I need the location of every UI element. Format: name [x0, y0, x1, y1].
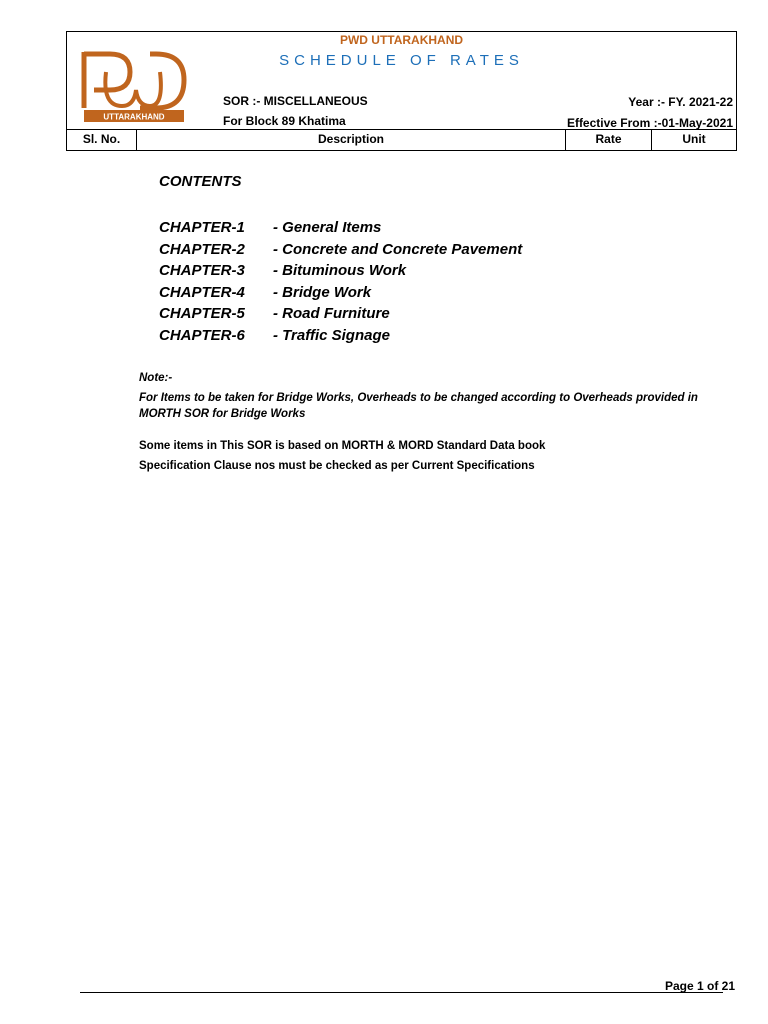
column-header-row: [67, 129, 736, 150]
page-number: Page 1 of 21: [665, 979, 736, 993]
column-header-sl-no: Sl. No.: [82, 132, 121, 146]
chapter-item: [159, 325, 522, 347]
column-header-unit: Unit: [651, 130, 736, 150]
chapter-title: - Bituminous Work: [273, 262, 407, 280]
organization-name: PWD UTTARAKHAND: [339, 33, 464, 47]
note-label: Note:-: [139, 372, 173, 384]
chapter-title: - Traffic Signage: [273, 326, 390, 344]
chapter-number: CHAPTER-3: [159, 262, 245, 280]
chapter-title: - Bridge Work: [273, 283, 372, 301]
contents-heading: CONTENTS: [159, 173, 242, 190]
chapter-item: [159, 260, 522, 282]
financial-year: Year :- FY. 2021-22: [628, 95, 733, 109]
chapter-title: - General Items: [273, 219, 382, 237]
chapter-number: CHAPTER-1: [159, 219, 245, 237]
sor-category: SOR :- MISCELLANEOUS: [223, 94, 368, 108]
document-header: [66, 31, 737, 151]
chapter-number: CHAPTER-5: [159, 305, 245, 323]
chapter-number: CHAPTER-4: [159, 283, 245, 301]
info-line: Specification Clause nos must be checked as per Current Specifications: [139, 460, 535, 472]
svg-text:UTTARAKHAND: UTTARAKHAND: [103, 112, 165, 122]
chapter-number: CHAPTER-2: [159, 240, 245, 258]
effective-date: Effective From :-01-May-2021: [566, 116, 733, 130]
chapter-item: [159, 303, 522, 325]
chapter-title: - Concrete and Concrete Pavement: [273, 240, 523, 258]
column-header-rate: Rate: [565, 130, 651, 150]
chapter-item: [159, 217, 522, 239]
chapter-list: [159, 217, 522, 346]
chapter-number: CHAPTER-6: [159, 326, 245, 344]
footer-divider: [80, 992, 723, 993]
note-text: For Items to be taken for Bridge Works, Overheads to be changed according to Overheads provided in MORTH SOR for Bridge Works: [139, 392, 698, 420]
block-name: For Block 89 Khatima: [223, 114, 346, 128]
chapter-item: [159, 239, 522, 261]
document-title: SCHEDULE OF RATES: [279, 52, 524, 69]
chapter-title: - Road Furniture: [273, 305, 390, 323]
info-line: Some items in This SOR is based on MORTH & MORD Standard Data book: [139, 440, 546, 452]
chapter-item: [159, 282, 522, 304]
column-header-description: Description: [136, 130, 565, 150]
